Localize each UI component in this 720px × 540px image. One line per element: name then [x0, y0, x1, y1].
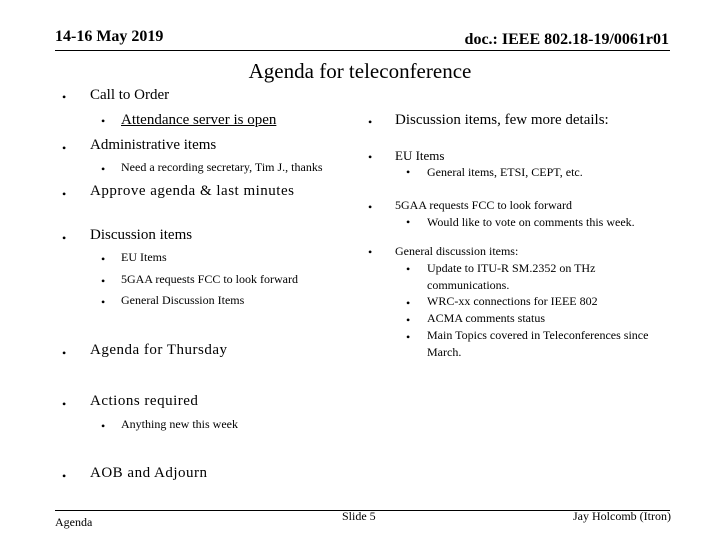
disc-item-general: General Discussion Items [121, 293, 245, 307]
general-detail-acma: ACMA comments status [427, 311, 546, 325]
eu-items-detail: General items, ETSI, CEPT, etc. [427, 165, 583, 179]
general-detail-wrc: WRC-xx connections for IEEE 802 [427, 294, 598, 308]
bullet: • [62, 397, 67, 411]
details-heading: Discussion items, few more details: [395, 112, 609, 128]
header-rule [55, 50, 670, 51]
header-date: 14-16 May 2019 [55, 28, 164, 45]
slide-title: Agenda for teleconference [248, 59, 472, 83]
bullet: • [368, 245, 373, 259]
general-discussion: General discussion items: [395, 244, 519, 258]
secretary-item: Need a recording secretary, Tim J., thanks [121, 160, 323, 174]
footer-left: Agenda [55, 515, 93, 529]
approve-agenda: Approve agenda & last minutes [90, 183, 295, 199]
bullet: • [62, 187, 67, 201]
footer-slide-number: Slide 5 [342, 509, 376, 523]
bullet: • [101, 419, 106, 433]
bullet: • [62, 469, 67, 483]
general-detail-topics: Main Topics covered in Teleconferences since [427, 328, 649, 342]
bullet: • [101, 114, 106, 128]
bullet: • [406, 313, 411, 327]
bullet: • [101, 162, 106, 176]
bullet: • [368, 200, 373, 214]
disc-item-eu: EU Items [121, 250, 167, 264]
header-doc-id: doc.: IEEE 802.18-19/0061r01 [464, 31, 669, 48]
bullet: • [368, 115, 373, 129]
discussion-items: Discussion items [90, 227, 193, 243]
general-detail-topics-cont: March. [427, 345, 462, 359]
bullet: • [368, 150, 373, 164]
general-detail-itu: Update to ITU-R SM.2352 on THz [427, 261, 596, 275]
aob-adjourn: AOB and Adjourn [90, 465, 208, 481]
bullet: • [101, 295, 106, 309]
eu-items: EU Items [395, 148, 445, 163]
anything-new: Anything new this week [121, 417, 238, 431]
gaa-detail: Would like to vote on comments this week. [427, 215, 635, 229]
gaa-item: 5GAA requests FCC to look forward [395, 198, 572, 212]
bullet: • [406, 330, 411, 344]
attendance-item: Attendance server is open [121, 112, 277, 128]
bullet: • [62, 231, 67, 245]
administrative-items: Administrative items [90, 137, 217, 153]
bullet: • [101, 274, 106, 288]
general-detail-itu-cont: communications. [427, 278, 510, 292]
call-to-order: Call to Order [90, 87, 170, 103]
disc-item-5gaa: 5GAA requests FCC to look forward [121, 272, 298, 286]
bullet: • [62, 141, 67, 155]
bullet: • [406, 215, 411, 229]
actions-required: Actions required [90, 393, 199, 409]
bullet: • [62, 90, 67, 104]
agenda-thursday: Agenda for Thursday [90, 342, 228, 358]
bullet: • [406, 165, 411, 179]
bullet: • [62, 346, 67, 360]
bullet: • [406, 262, 411, 276]
footer-author: Jay Holcomb (Itron) [573, 509, 671, 523]
bullet: • [101, 252, 106, 266]
bullet: • [406, 296, 411, 310]
